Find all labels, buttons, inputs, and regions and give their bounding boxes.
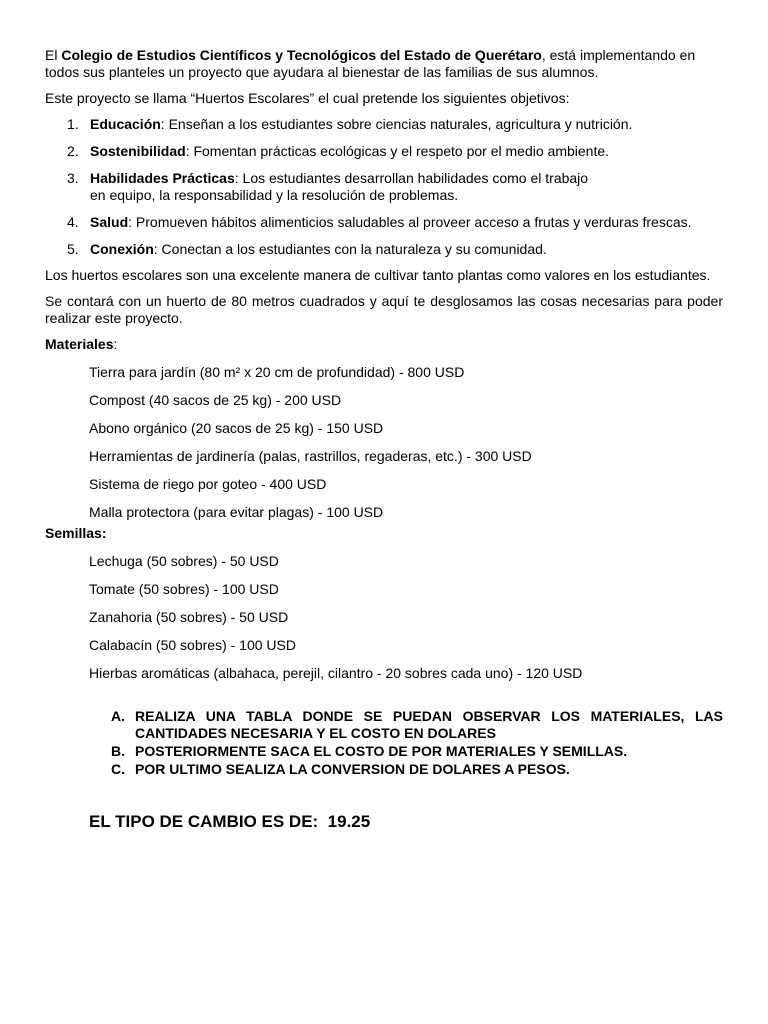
objective-item (45, 116, 723, 133)
school-name: Colegio de Estudios Científicos y Tecnológicos del Estado de Querétaro (61, 47, 542, 63)
material-item: Abono orgánico (20 sacos de 25 kg) - 150 USD (89, 420, 384, 436)
seeds-list (45, 553, 723, 682)
objective-title: Educación (90, 116, 161, 132)
exchange-rate-value: 19.25 (327, 812, 371, 831)
garden-size-paragraph: Se contará con un huerto de 80 metros cuadrados y aquí te desglosamos las cosas necesarias para poder realizar este proyecto. (45, 293, 723, 326)
objective-number: 2. (67, 143, 79, 159)
seed-item: Tomate (50 sobres) - 100 USD (89, 581, 279, 597)
objective-text: : Promueven hábitos alimenticios saludables al proveer acceso a frutas y verduras frescas. (128, 214, 692, 230)
task-item (45, 761, 723, 778)
seed-item: Lechuga (50 sobres) - 50 USD (89, 553, 279, 569)
task-text: REALIZA UNA TABLA DONDE SE PUEDAN OBSERVAR LOS MATERIALES, LAS CANTIDADES NECESARIA Y EL COSTO EN DOLARES (135, 708, 723, 741)
task-letter: B. (111, 743, 125, 759)
objective-text: : Los estudiantes desarrollan habilidades como el trabajo en equipo, la responsabilidad y la resolución de problemas. (90, 170, 589, 203)
task-item (45, 743, 723, 760)
material-item: Sistema de riego por goteo - 400 USD (89, 476, 327, 492)
materials-label: Materiales (45, 336, 114, 352)
material-item: Compost (40 sacos de 25 kg) - 200 USD (89, 392, 342, 408)
objective-number: 5. (67, 241, 79, 257)
objective-item (45, 143, 723, 160)
seeds-heading: Semillas: (45, 525, 107, 541)
materials-label-colon: : (113, 336, 118, 352)
tasks-list (45, 708, 723, 778)
gardens-paragraph: Los huertos escolares son una excelente manera de cultivar tanto plantas como valores en los estudiantes. (45, 267, 711, 283)
objective-text: : Fomentan prácticas ecológicas y el respeto por el medio ambiente. (185, 143, 610, 159)
objective-item (45, 214, 723, 231)
objective-item (45, 241, 723, 258)
objective-number: 3. (67, 170, 79, 186)
material-item: Tierra para jardín (80 m² x 20 cm de profundidad) - 800 USD (89, 364, 465, 380)
objective-title: Salud (90, 214, 129, 230)
objective-title: Conexión (90, 241, 154, 257)
material-item: Herramientas de jardinería (palas, rastrillos, regaderas, etc.) - 300 USD (89, 448, 532, 464)
objective-number: 1. (67, 116, 79, 132)
objective-text: : Conectan a los estudiantes con la naturaleza y su comunidad. (153, 241, 547, 257)
intro-text-pre: El (45, 47, 62, 63)
seed-item: Hierbas aromáticas (albahaca, perejil, cilantro - 20 sobres cada uno) - 120 USD (89, 665, 583, 681)
objective-title: Sostenibilidad (90, 143, 186, 159)
material-item: Malla protectora (para evitar plagas) - 100 USD (89, 504, 384, 520)
exchange-rate (45, 812, 723, 832)
task-letter: C. (111, 761, 125, 777)
task-item (45, 708, 723, 742)
task-text: POR ULTIMO SEALIZA LA CONVERSION DE DOLARES A PESOS. (135, 761, 570, 777)
seed-item: Zanahoria (50 sobres) - 50 USD (89, 609, 289, 625)
task-text: POSTERIORMENTE SACA EL COSTO DE POR MATERIALES Y SEMILLAS. (135, 743, 628, 759)
document-page (45, 47, 723, 832)
materials-heading (45, 336, 723, 353)
objective-text: : Enseñan a los estudiantes sobre ciencias naturales, agricultura y nutrición. (160, 116, 633, 132)
intro-text-post: , está implementando en todos sus planteles un proyecto que ayudara al bienestar de las familias de sus alumnos. (45, 47, 696, 80)
materials-list (45, 364, 723, 521)
project-paragraph: Este proyecto se llama “Huertos Escolares” el cual pretende los siguientes objetivos: (45, 90, 570, 106)
objective-number: 4. (67, 214, 79, 230)
seed-item: Calabacín (50 sobres) - 100 USD (89, 637, 296, 653)
task-letter: A. (111, 708, 125, 724)
spacer (45, 682, 723, 708)
objectives-list (45, 116, 723, 258)
exchange-rate-label: EL TIPO DE CAMBIO ES DE: (89, 812, 319, 831)
intro-paragraph (45, 47, 723, 81)
objective-item (45, 170, 723, 204)
objective-title: Habilidades Prácticas (90, 170, 235, 186)
